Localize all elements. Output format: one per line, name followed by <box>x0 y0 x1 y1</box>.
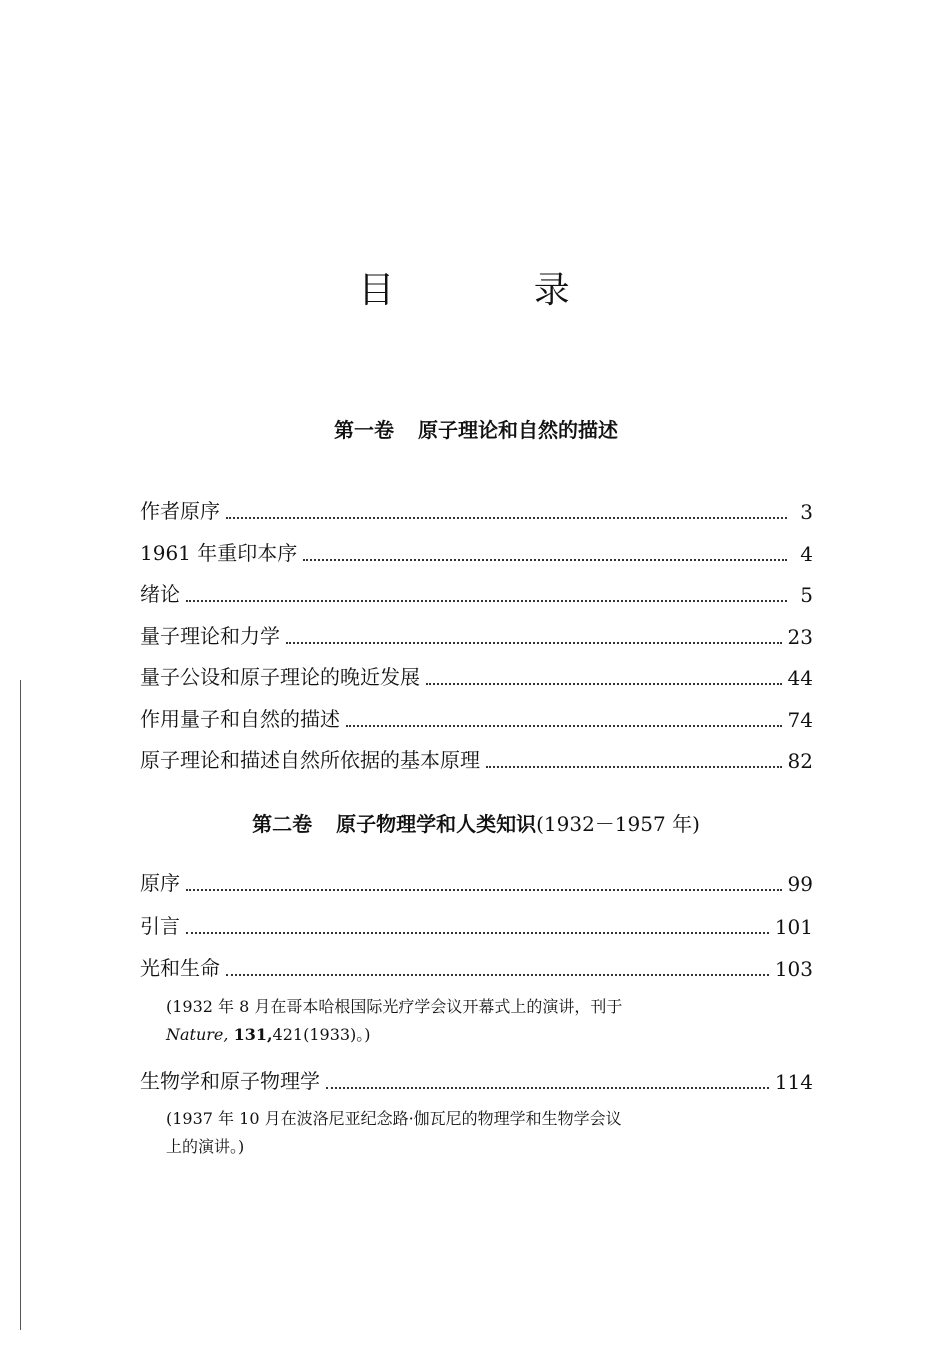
toc-entry-label: 作用量子和自然的描述 <box>140 707 340 731</box>
journal-citation: 421(1933)。) <box>272 1025 371 1044</box>
toc-entry[interactable] <box>140 619 813 649</box>
note-line <box>166 1021 776 1049</box>
dot-leader <box>286 632 782 644</box>
dot-leader <box>226 507 787 519</box>
volume-1-label: 第一卷 <box>334 418 394 442</box>
dot-leader <box>426 673 782 685</box>
toc-entry-page: 101 <box>774 915 813 939</box>
toc-entry-label: 1961 年重印本序 <box>140 541 298 565</box>
volume-1-heading <box>0 414 952 443</box>
toc-entry-label: 原子理论和描述自然所依据的基本原理 <box>140 748 480 772</box>
toc-entry-label: 原序 <box>140 871 180 895</box>
page-title: 目 录 <box>358 270 634 311</box>
volume-2-years: (1932－1957 年) <box>536 812 700 836</box>
entry-note <box>166 1105 776 1161</box>
toc-entry[interactable] <box>140 743 813 773</box>
toc-entry-label: 光和生命 <box>140 956 220 980</box>
dot-leader <box>326 1077 769 1089</box>
toc-entry[interactable] <box>140 951 813 981</box>
dot-leader <box>186 922 769 934</box>
toc-entry-page: 5 <box>800 583 813 607</box>
dot-leader <box>346 715 782 727</box>
toc-entry-label: 绪论 <box>140 582 180 606</box>
toc-entry[interactable] <box>140 536 813 566</box>
toc-entry-page: 3 <box>800 500 813 524</box>
toc-entry[interactable] <box>140 909 813 939</box>
volume-2-subtitle: 原子物理学和人类知识 <box>336 812 537 836</box>
toc-entry-page: 103 <box>774 957 813 981</box>
toc-entry-label: 生物学和原子物理学 <box>140 1069 320 1093</box>
note-line: (1932 年 8 月在哥本哈根国际光疗学会议开幕式上的演讲，刊于 <box>166 997 623 1016</box>
toc-entry[interactable] <box>140 866 813 896</box>
toc-entry[interactable] <box>140 702 813 732</box>
toc-entry-page: 74 <box>787 708 813 732</box>
dot-leader <box>303 549 787 561</box>
journal-volume: 131, <box>233 1025 273 1044</box>
toc-entry-page: 23 <box>787 625 813 649</box>
toc-entry-label: 量子公设和原子理论的晚近发展 <box>140 665 420 689</box>
dot-leader <box>226 964 769 976</box>
note-line: 上的演讲。) <box>166 1137 245 1156</box>
entry-note <box>166 993 776 1049</box>
toc-entry-page: 44 <box>787 666 813 690</box>
toc-entry-label: 量子理论和力学 <box>140 624 280 648</box>
toc-entry-page: 99 <box>787 872 813 896</box>
journal-name: Nature, <box>166 1025 229 1044</box>
note-line: (1937 年 10 月在波洛尼亚纪念路·伽瓦尼的物理学和生物学会议 <box>166 1109 622 1128</box>
volume-1-subtitle: 原子理论和自然的描述 <box>418 418 618 442</box>
toc-entry-label: 引言 <box>140 914 180 938</box>
toc-entry-label: 作者原序 <box>140 499 220 523</box>
toc-entry-page: 114 <box>774 1070 813 1094</box>
toc-entry[interactable] <box>140 494 813 524</box>
toc-entry[interactable] <box>140 660 813 690</box>
dot-leader <box>486 756 782 768</box>
binding-shadow-line <box>20 680 21 1330</box>
toc-entry[interactable] <box>140 1064 813 1094</box>
dot-leader <box>186 590 787 602</box>
dot-leader <box>186 879 782 891</box>
toc-entry[interactable] <box>140 577 813 607</box>
toc-entry-page: 82 <box>787 749 813 773</box>
toc-entry-page: 4 <box>800 542 813 566</box>
volume-2-heading <box>0 808 952 837</box>
volume-2-label: 第二卷 <box>252 812 313 836</box>
